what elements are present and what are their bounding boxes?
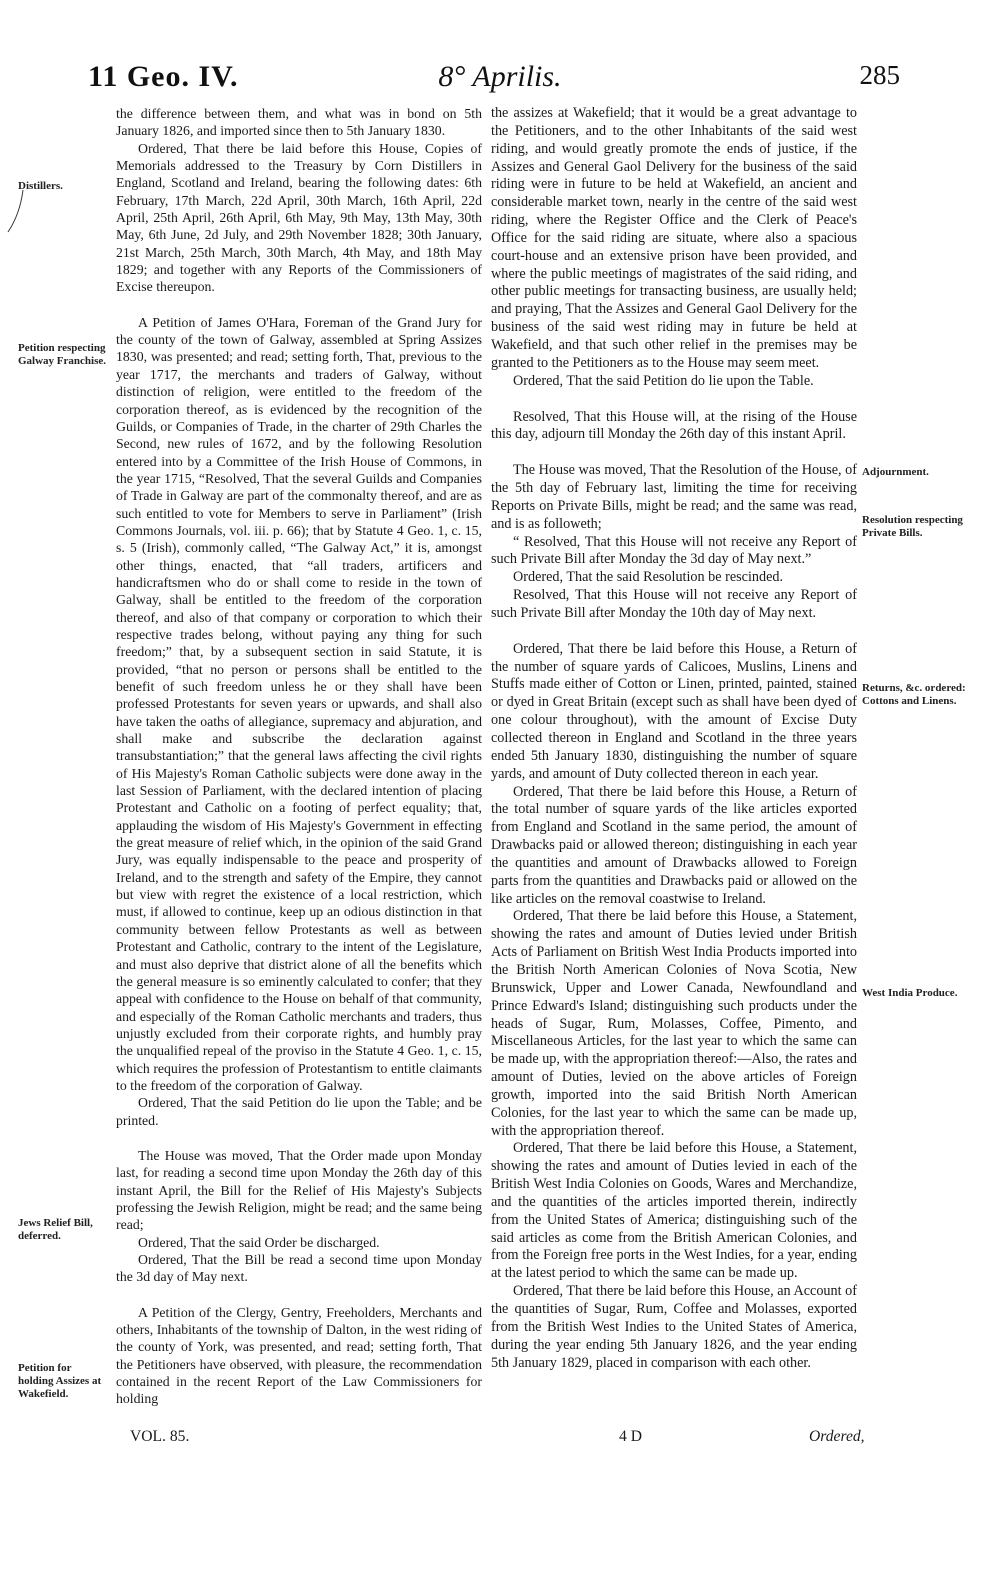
signature-mark: 4 D	[619, 1428, 642, 1445]
margin-note-galway: Petition respecting Galway Franchise.	[18, 342, 106, 367]
paragraph: Resolved, That this House will, at the rising of the House this day, adjourn till Monday the 26th day of this instant April.	[491, 408, 857, 443]
left-column	[116, 105, 482, 1408]
paragraph: Ordered, That there be laid before this House, a Return of the number of square yards of Calicoes, Muslins, Linens and Stuffs made either of Cotton or Linen, printed, painted, stained or dyed in Great Britain (except such as shall have been dyed of one colour throughout), with the amount of Excise Duty collected thereon in England and Scotland in the three years ended 5th January 1830, distinguishing the number of square yards, and amount of Duty collected thereon in each year.	[491, 640, 857, 782]
header-session: 11 Geo. IV.	[88, 60, 239, 93]
paragraph: Ordered, That the said Petition do lie upon the Table; and be printed.	[116, 1095, 482, 1128]
paragraph: Ordered, That there be laid before this House, Copies of Memorials addressed to the Treasury by Corn Distillers in England, Scotland and Ireland, bearing the following dates: 6th February, 17th March, 22d April, 30th March, 16th April, 22d April, 25th April, 26th April, 6th May, 9th May, 13th May, 30th May, 6th June, 2d July, and 29th November 1828; 30th January, 21st March, 25th March, 30th March, 4th May, and 18th May 1829; and together with any Reports of the Commissioners of Excise thereupon.	[116, 140, 482, 295]
margin-note-adjournment: Adjournment.	[862, 466, 929, 478]
paragraph: Ordered, That the said Order be discharged.	[138, 1234, 380, 1250]
paragraph: A Petition of James O'Hara, Foreman of the Grand Jury for the county of the town of Galway, assembled at Spring Assizes 1830, was presented; and read; setting forth, That, previous to the year 1717, the merchants and traders of Galway, without distinction of religion, were entitled to the freedom of the corporation thereof, as is evidenced by the recognition of the Guilds, or Companies of Trade, in the charter of 29th Charles the Second, new rules of 1672, and by the following Resolution entered into by a Committee of the Irish House of Commons, in the year 1715, “Resolved, That the several Guilds and Companies of Trade in Galway are part of the commonalty thereof, and are as such entitled to vote for Members to serve in Parliament” (Irish Commons Journals, vol. iii. p. 66); that by Statute 4 Geo. 1, c. 15, s. 5 (Irish), commonly called, “The Galway Act,” it is, amongst other things, enacted, that “all traders, artificers and handicraftsmen who do or shall come to reside in the town of Galway, shall be entitled to the freedom of the corporation thereof, and also of that company or corporation to which their respective trades belong, without paying any thing for such freedom;” that, by a subsequent section in said Statute, it is provided, “that no person or persons shall be entitled to the benefit of such freedom unless he or they shall have been professed Protestants for seven years or upwards, and shall also have taken the oaths of allegiance, supremacy and abjuration, and shall make and subscribe the declaration against transubstantiation;” that the general laws affecting the civil rights of His Majesty's Roman Catholic subjects were done away in the last Session of Parliament, with the declared intention of placing Protestant and Catholic on a footing of perfect equality; that, applauding the wisdom of His Majesty's Government in effecting the great measure of relief which, in the opinion of the said Grand Jury, was equally indispensable to the peace and prosperity of Ireland, and to the strength and safety of the Empire, they cannot but view with regret the existence of a local restriction, which must, if allowed to continue, keep up an odious distinction in that community between fellow Protestants as well as between Protestant and Catholic, contrary to the intent of the Legislature, and must also deprive that district alone of all the benefits which the general measure is so eminently calculated to confer; that they appeal with confidence to the House on behalf of that community, and especially of the Roman Catholic merchants and traders, thus unjustly excluded from their corporate rights, and humbly pray the unqualified repeal of the proviso in the Statute 4 Geo. 1, c. 15, which requires the profession of Protestantism to entitle claimants to the freedom of the corporation of Galway.	[116, 314, 482, 1093]
margin-note-assizes: Petition for holding Assizes at Wakefield.	[18, 1362, 102, 1400]
margin-note-distillers: Distillers.	[18, 180, 63, 192]
paragraph: the difference between them, and what was in bond on 5th January 1826, and imported since then to 5th January 1830.	[116, 106, 482, 139]
margin-note-west-india: West India Produce.	[862, 987, 958, 999]
paragraph: Ordered, That there be laid before this House, a Return of the total number of square yards of the like articles exported from England and Scotland in the same period, the amount of Drawbacks paid or allowed thereon; distinguishing in each year the quantities and amount of Drawbacks allowed to Foreign parts from the quantities and Drawbacks paid or allowed on the like articles on the removal coastwise to Ireland.	[491, 783, 857, 907]
page-number: 285	[859, 60, 900, 90]
paragraph: Ordered, That the said Resolution be rescinded.	[513, 569, 784, 586]
paragraph: Resolved, That this House will not receive any Report of such Private Bill after Monday the 10th day of May next.	[491, 587, 857, 621]
paragraph: The House was moved, That the Resolution of the House, of the 5th day of February last, limiting the time for receiving Reports on Private Bills, might be read; and the same was read, and is as followeth;	[491, 462, 857, 532]
paragraph: Ordered, That there be laid before this House, an Account of the quantities of Sugar, Rum, Coffee and Molasses, exported from the British West Indies to the United States of America, during the year ending 5th January 1826, and the year ending 5th January 1829, placed in comparison with each other.	[491, 1283, 857, 1371]
paragraph: A Petition of the Clergy, Gentry, Freeholders, Merchants and others, Inhabitants of the township of Dalton, in the west riding of the county of York, was presented, and read; setting forth, That the Petitioners have observed, with pleasure, the recommendation contained in the recent Report of the Law Commissioners for holding	[116, 1304, 482, 1407]
paragraph: Ordered, That there be laid before this House, a Statement, showing the rates and amount of Duties levied in each of the British West India Colonies on Goods, Wares and Merchandize, and the quantities of the articles imported therein, indirectly from the United States of America; distinguishing such of the said articles as come from the British American Colonies, and from the Foreign free ports in the West Indies, for a year, ending at the latest period to which the same can be made up.	[491, 1140, 857, 1282]
paragraph: Ordered, That the Bill be read a second time upon Monday the 3d day of May next.	[116, 1252, 482, 1285]
paragraph: Ordered, That the said Petition do lie upon the Table.	[513, 372, 814, 389]
paragraph: Ordered, That there be laid before this House, a Statement, showing the rates and amount of Duties levied under British Acts of Parliament on British West India Products imported into the British North American Colonies of Nova Scotia, New Brunswick, Upper and Lower Canada, Newfoundland and Prince Edward's Island; distinguishing such products under the heads of Sugar, Rum, Molasses, Coffee, Pimento, and Miscellaneous Articles, for the last year to which the same can be made up, with the appropriation thereof:—Also, the rates and amount of Duties, levied on the above articles of Foreign growth, imported into the said British North American Colonies, for the last year to which the same can be made up, with the appropriation thereof.	[491, 908, 858, 1139]
header-date: 8° Aprilis.	[438, 60, 562, 93]
right-column	[491, 105, 857, 1372]
paragraph: the assizes at Wakefield; that it would be a great advantage to the Petitioners, and to the other Inhabitants of the said west riding, and would greatly promote the ends of justice, if the Assizes and General Gaol Delivery for the business of the said riding were in future to be held at Wakefield, an ancient and considerable market town, nearly in the centre of the said west riding, where the Register Office and the Clerk of Peace's Office for the said riding are situate, where also a spacious court-house and an extensive prison have been provided, and where the public meetings of magistrates of the said riding, and other public meetings for transacting business, are usually held; and praying, That the Assizes and General Gaol Delivery for the business of the said west riding may in future be held at Wakefield, and that such other relief in the premises may be granted to the Petitioners as to the House may seem meet.	[491, 105, 857, 371]
paragraph: “ Resolved, That this House will not receive any Report of such Private Bill after Monday the 3d day of May next.”	[491, 533, 857, 568]
pen-mark-icon	[6, 186, 26, 236]
catchword: Ordered,	[809, 1428, 865, 1445]
margin-note-private-bills: Resolution respecting Private Bills.	[862, 514, 963, 539]
paragraph: The House was moved, That the Order made upon Monday last, for reading a second time upon Monday the 26th day of this instant April, the Bill for the Relief of His Majesty's Subjects professing the Jewish Religion, might be read; and the same being read;	[116, 1147, 482, 1233]
margin-note-jews: Jews Relief Bill, deferred.	[18, 1217, 93, 1242]
margin-note-returns: Returns, &c. ordered: Cottons and Linens.	[862, 682, 966, 707]
volume-number: VOL. 85.	[130, 1428, 190, 1445]
